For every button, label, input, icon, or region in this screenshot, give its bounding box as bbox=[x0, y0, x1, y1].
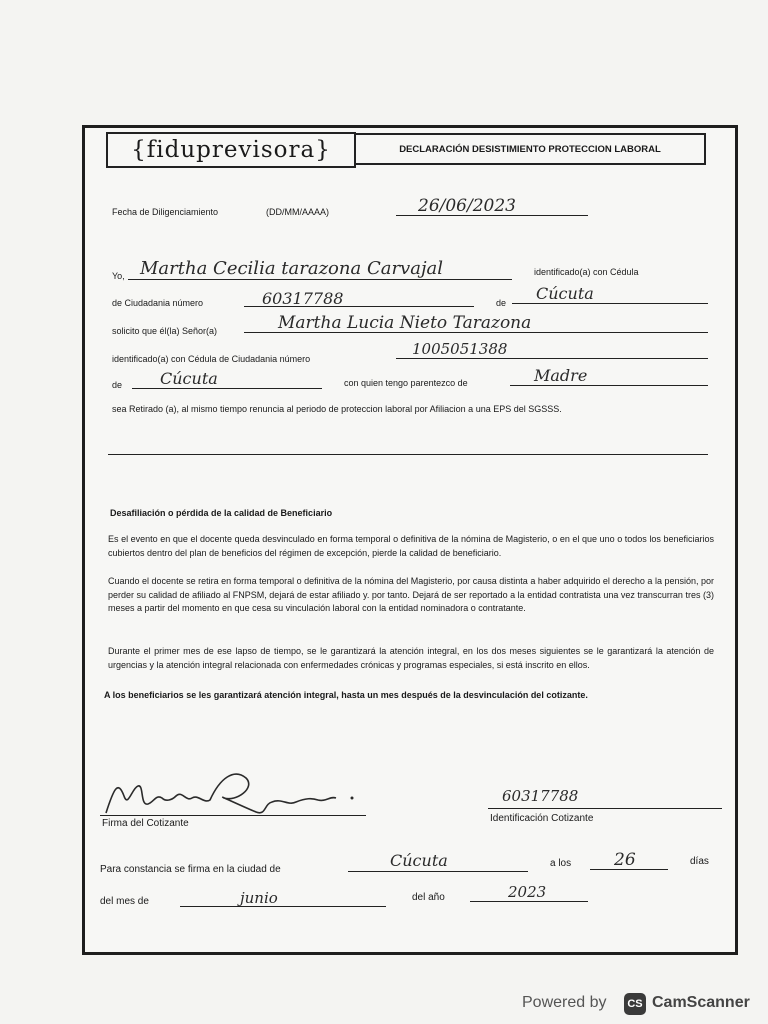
retirado-text: sea Retirado (a), al mismo tiempo renuncia al periodo de proteccion laboral por Afiliacion a una EPS del SGSSS. bbox=[112, 404, 562, 414]
info-paragraph-2: Cuando el docente se retira en forma temporal o definitiva de la nómina del Magisterio, por causa distinta a haber adquirido el derecho a la pensión, por perder su calidad de afiliado al FNPSM, dejará de estar afiliado y. por tanto. Dejará de ser reportado a la entidad contratista una vez transcurran tres (3) meses a partir del momento en que cesa su vinculación laboral con la entidad nominadora o contratante. bbox=[108, 576, 714, 613]
anio-label: del año bbox=[412, 892, 445, 903]
beneficiario-value[interactable]: Martha Lucia Nieto Tarazona bbox=[278, 313, 532, 333]
alos-label: a los bbox=[550, 858, 572, 869]
anio-value[interactable]: 2023 bbox=[508, 883, 547, 901]
firma-line bbox=[100, 815, 366, 816]
cedula-value[interactable]: 60317788 bbox=[262, 289, 344, 308]
identificacion-line bbox=[488, 808, 722, 809]
constancia-label: Para constancia se firma en la ciudad de bbox=[100, 864, 281, 875]
ciudad-value[interactable]: Cúcuta bbox=[536, 284, 594, 303]
yo-label: Yo, bbox=[112, 271, 125, 281]
parentesco-value[interactable]: Madre bbox=[534, 366, 588, 385]
identificacion-value[interactable]: 60317788 bbox=[502, 787, 579, 805]
constancia-ciudad-line bbox=[348, 871, 528, 872]
ciudad-line bbox=[512, 303, 708, 304]
info-paragraph-3: Durante el primer mes de ese lapso de tiempo, se le garantizará la atención integral, en los dos meses siguientes se le garantizará la atención de urgencias y la atención integral relacionada con enfermedades crónicas y programas especiales, si está inscrito en ellos. bbox=[108, 646, 714, 670]
camscanner-logo-icon: CS bbox=[624, 993, 646, 1015]
powered-by-text: Powered by bbox=[522, 994, 607, 1011]
fecha-format-label: (DD/MM/AAAA) bbox=[266, 207, 329, 217]
mes-line bbox=[180, 906, 386, 907]
yo-line bbox=[128, 279, 512, 280]
identificado2-label: identificado(a) con Cédula de Ciudadania número bbox=[112, 354, 311, 364]
identificado-label: identificado(a) con Cédula bbox=[534, 267, 639, 277]
cedula2-line bbox=[396, 358, 708, 359]
firma-label: Firma del Cotizante bbox=[102, 818, 189, 829]
fiduprevisora-logo: {fiduprevisora} bbox=[106, 132, 356, 168]
mes-label: del mes de bbox=[100, 896, 149, 907]
de2-label: de bbox=[112, 380, 123, 390]
info-paragraph-4: A los beneficiarios se les garantizará atención integral, hasta un mes después de la desvinculación del cotizante. bbox=[104, 690, 588, 700]
info-paragraph-1: Es el evento en que el docente queda desvinculado en forma temporal o definitiva de la nómina de Magisterio, o en el que uno o todos los beneficiarios cubiertos dentro del plan de beneficios del régimen de excepción, pierde la calidad de beneficiario. bbox=[108, 534, 714, 558]
camscanner-brand: CamScanner bbox=[652, 994, 750, 1011]
identificacion-label: Identificación Cotizante bbox=[490, 813, 594, 824]
solicito-label: solicito que él(la) Señor(a) bbox=[112, 326, 218, 336]
fecha-value[interactable]: 26/06/2023 bbox=[418, 196, 516, 216]
yo-value[interactable]: Martha Cecilia tarazona Carvajal bbox=[140, 258, 444, 279]
de-label: de bbox=[496, 298, 507, 308]
cedula-label: de Ciudadania número bbox=[112, 298, 204, 308]
parentesco-label: con quien tengo parentezco de bbox=[344, 378, 468, 388]
constancia-ciudad-value[interactable]: Cúcuta bbox=[390, 851, 448, 870]
fecha-label: Fecha de Diligenciamiento bbox=[112, 207, 219, 217]
mes-value[interactable]: junio bbox=[240, 889, 278, 907]
cedula2-value[interactable]: 1005051388 bbox=[412, 340, 508, 358]
dias-value[interactable]: 26 bbox=[614, 850, 636, 870]
form-title: DECLARACIÓN DESISTIMIENTO PROTECCION LABORAL bbox=[356, 133, 706, 165]
ciudad2-value[interactable]: Cúcuta bbox=[160, 369, 218, 388]
info-heading: Desafiliación o pérdida de la calidad de Beneficiario bbox=[110, 508, 333, 518]
ciudad2-line bbox=[132, 388, 322, 389]
blank-line bbox=[108, 454, 708, 455]
anio-line bbox=[470, 901, 588, 902]
dias-label: días bbox=[690, 856, 709, 867]
parentesco-line bbox=[510, 385, 708, 386]
